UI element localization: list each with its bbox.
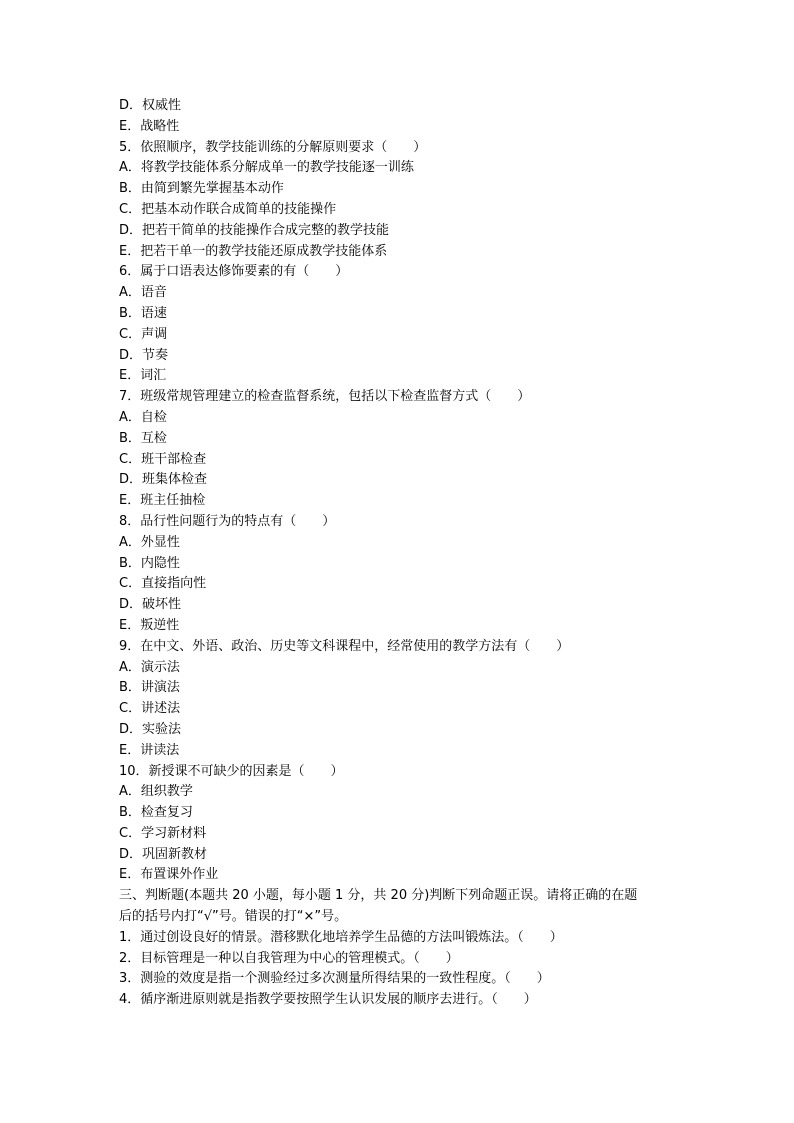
option-line: C．讲述法: [119, 701, 181, 717]
option-line: D．班集体检查: [119, 472, 208, 488]
judgment-question: 4．循序渐进原则就是指教学要按照学生认识发展的顺序去进行。（ ）: [119, 992, 537, 1008]
option-line: E．布置课外作业: [119, 867, 219, 883]
option-line: C．把基本动作联合成简单的技能操作: [119, 201, 337, 217]
judgment-question: 2．目标管理是一种以自我管理为中心的管理模式。（ ）: [119, 950, 459, 966]
option-line: E．讲读法: [119, 742, 180, 758]
question-line: 10．新授课不可缺少的因素是（ ）: [119, 763, 344, 779]
option-line: D．节奏: [119, 347, 169, 363]
question-line: 6．属于口语表达修饰要素的有（ ）: [119, 264, 349, 280]
option-line: D．破坏性: [119, 597, 182, 613]
option-line: B．检查复习: [119, 805, 193, 821]
option-line: B．互检: [119, 430, 167, 446]
option-line: C．直接指向性: [119, 576, 207, 592]
option-line: A．将教学技能体系分解成单一的教学技能逐一训练: [119, 160, 414, 176]
option-line: E．班主任抽检: [119, 493, 206, 509]
question-line: 9．在中文、外语、政治、历史等文科课程中，经常使用的教学方法有（ ）: [119, 638, 570, 654]
option-line: C．班干部检查: [119, 451, 207, 467]
option-line: D．把若干简单的技能操作合成完整的教学技能: [119, 222, 390, 238]
option-line: A．组织教学: [119, 784, 193, 800]
option-line: D．实验法: [119, 721, 182, 737]
option-line: B．内隐性: [119, 555, 180, 571]
option-line: A．演示法: [119, 659, 180, 675]
option-line: A．语音: [119, 285, 167, 301]
option-line: A．自检: [119, 409, 167, 425]
option-line: D．权威性: [119, 98, 182, 113]
option-line: E．把若干单一的教学技能还原成教学技能体系: [119, 243, 388, 259]
section-instruction: 后的括号内打“√”号。错误的打“×”号。: [119, 909, 348, 925]
document-body: [119, 96, 679, 1011]
option-line: D．巩固新教材: [119, 846, 208, 862]
option-line: E．战略性: [119, 118, 180, 134]
question-line: 8．品行性问题行为的特点有（ ）: [119, 513, 336, 529]
option-line: C．声调: [119, 326, 168, 342]
judgment-question: 3．测验的效度是指一个测验经过多次测量所得结果的一致性程度。（ ）: [119, 971, 550, 987]
option-line: B．语速: [119, 305, 167, 321]
option-line: B．讲演法: [119, 680, 180, 696]
section-heading: 三、判断题(本题共 20 小题，每小题 1 分，共 20 分)判断下列命题正误。请将正确的在题: [119, 888, 638, 904]
option-line: E．叛逆性: [119, 617, 180, 633]
option-line: A．外显性: [119, 534, 180, 550]
option-line: E．词汇: [119, 368, 167, 384]
option-line: B．由简到繁先掌握基本动作: [119, 181, 284, 197]
option-line: C．学习新材料: [119, 825, 207, 841]
question-line: 5．依照顺序，教学技能训练的分解原则要求（ ）: [119, 139, 427, 155]
question-line: 7．班级常规管理建立的检查监督系统，包括以下检查监督方式（ ）: [119, 389, 531, 405]
judgment-question: 1．通过创设良好的情景。潜移默化地培养学生品德的方法叫锻炼法。（ ）: [119, 929, 563, 945]
